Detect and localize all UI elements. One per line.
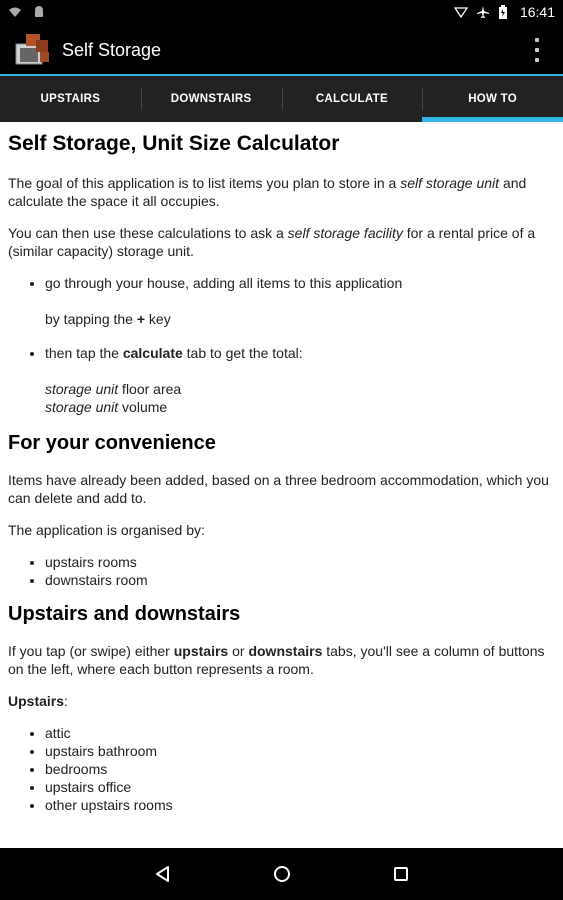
android-icon	[32, 5, 46, 19]
action-bar	[0, 26, 563, 74]
how-to-content[interactable]	[0, 122, 563, 848]
tab-calculate[interactable]: CALCULATE	[282, 76, 423, 122]
section-heading-upstairs-downstairs: Upstairs and downstairs	[8, 603, 241, 625]
convenience-paragraph: Items have already been added, based on a three bedroom accommodation, which you can delete and add to.	[8, 472, 549, 506]
section-heading-convenience: For your convenience	[8, 432, 216, 454]
status-time: 16:41	[519, 4, 555, 20]
list-item: • other upstairs rooms	[45, 796, 555, 814]
list-item: • bedrooms	[45, 760, 555, 778]
intro-paragraph: The goal of this application is to list items you plan to store in a self storage unit and calculate the space it all occupies.	[8, 175, 527, 209]
tab-how-to[interactable]: HOW TO	[422, 76, 563, 122]
organisation-list	[45, 553, 555, 589]
overflow-menu-icon[interactable]	[531, 38, 543, 62]
back-icon[interactable]	[151, 862, 175, 886]
list-item: • downstairs room	[45, 571, 555, 589]
list-item: • upstairs office	[45, 778, 555, 796]
tabs-paragraph: If you tap (or swipe) either upstairs or downstairs tabs, you'll see a column of buttons on the left, where each button represents a room.	[8, 643, 545, 677]
upstairs-label: Upstairs:	[8, 693, 68, 709]
status-bar	[0, 0, 563, 26]
organised-paragraph: The application is organised by:	[8, 522, 205, 538]
tab-downstairs[interactable]: DOWNSTAIRS	[141, 76, 282, 122]
tab-upstairs[interactable]: UPSTAIRS	[40, 93, 101, 105]
app-title: Self Storage	[62, 40, 162, 60]
storage-app-icon	[12, 30, 52, 70]
signal-icon	[454, 5, 468, 19]
steps-list	[45, 274, 555, 416]
list-item: • upstairs bathroom	[45, 742, 555, 760]
tab-bar	[0, 76, 563, 122]
rental-paragraph: You can then use these calculations to ask a self storage facility for a rental price of a (similar capacity) storage unit.	[8, 225, 536, 259]
recents-icon[interactable]	[389, 862, 413, 886]
upstairs-list	[45, 724, 555, 814]
list-item: • attic	[45, 724, 555, 742]
navigation-bar	[0, 848, 563, 900]
list-item: • go through your house, adding all items to this application by tapping the + key	[45, 274, 555, 328]
battery-icon	[498, 5, 512, 19]
home-icon[interactable]	[270, 862, 294, 886]
wifi-icon	[8, 5, 22, 19]
list-item: • upstairs rooms	[45, 553, 555, 571]
page-title: Self Storage, Unit Size Calculator	[8, 132, 340, 155]
list-item: • then tap the calculate tab to get the total: storage unit floor area storage unit volume	[45, 344, 555, 416]
airplane-icon	[476, 5, 490, 19]
